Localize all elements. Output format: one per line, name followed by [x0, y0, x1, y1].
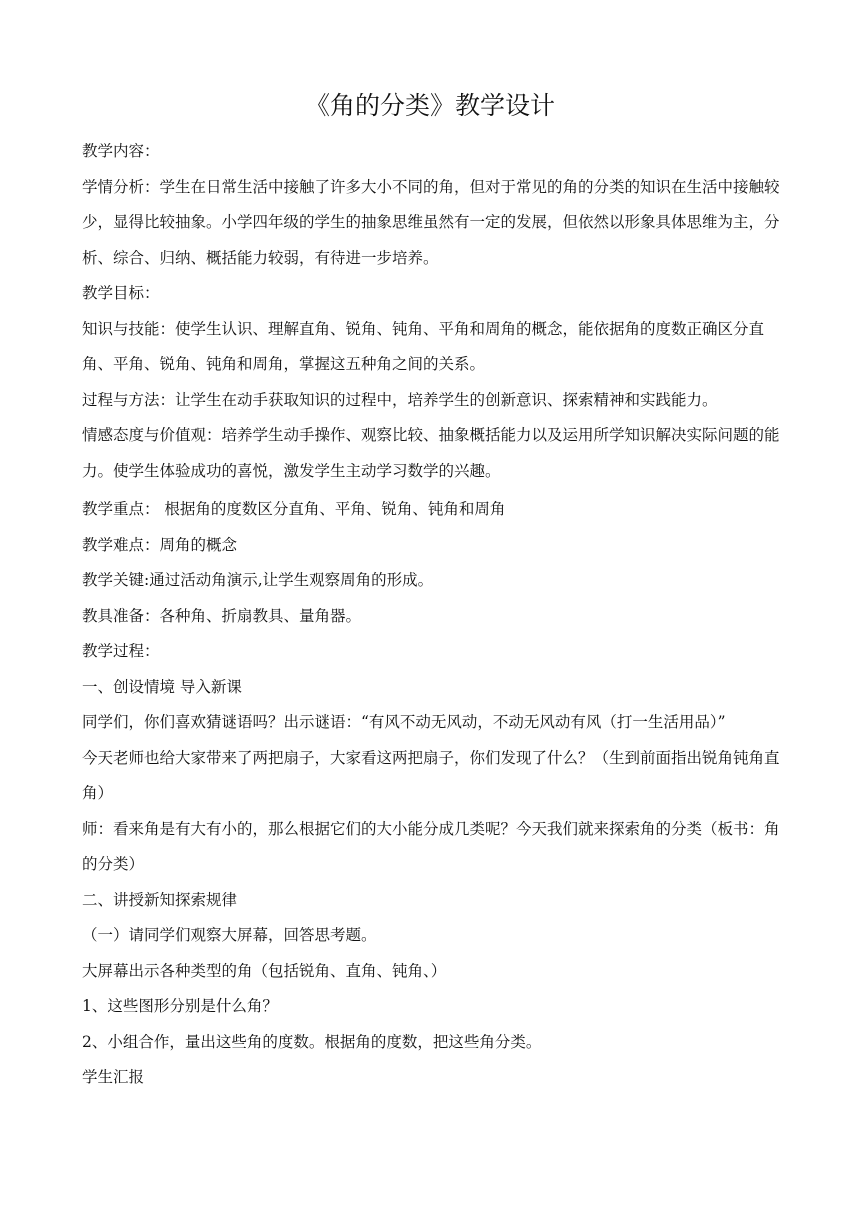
paragraph-attitude-values: 情感态度与价值观：培养学生动手操作、观察比较、抽象概括能力以及运用所学知识解决实际问题的能力。使学生体验成功的喜悦，激发学生主动学习数学的兴趣。 — [82, 426, 780, 480]
section-heading-2: 二、讲授新知探索规律 — [82, 890, 238, 909]
paragraph-student-analysis: 学情分析：学生在日常生活中接触了许多大小不同的角，但对于常见的角的分类的知识在生活中接触较少，显得比较抽象。小学四年级的学生的抽象思维虽然有一定的发展，但依然以形象具体思维为主，分析、综合、归纳、概括能力较弱，有待进一步培养。 — [82, 177, 780, 267]
paragraph-knowledge-skills: 知识与技能：使学生认识、理解直角、锐角、钝角、平角和周角的概念，能依据角的度数正确区分直角、平角、锐角、钝角和周角，掌握这五种角之间的关系。 — [82, 319, 765, 373]
document-body — [82, 134, 782, 1096]
list-item-2: 2、小组合作，量出这些角的度数。根据角的度数，把这些角分类。 — [82, 1032, 542, 1051]
list-item-1: 1、这些图形分别是什么角？ — [82, 997, 278, 1015]
paragraph-student-report: 学生汇报 — [82, 1068, 145, 1086]
paragraph-teaching-aids: 教具准备：各种角、折扇教具、量角器。 — [82, 606, 362, 625]
paragraph-process-methods: 过程与方法：让学生在动手获取知识的过程中，培养学生的创新意识、探索精神和实践能力。 — [82, 390, 718, 409]
paragraph-key-method: 教学关键:通过活动角演示,让学生观察周角的形成。 — [82, 571, 434, 589]
section-heading-1: 一、创设情境 导入新课 — [82, 677, 242, 696]
paragraph-screen: 大屏幕出示各种类型的角（包括锐角、直角、钝角、） — [82, 961, 447, 980]
paragraph-fans: 今天老师也给大家带来了两把扇子，大家看这两把扇子，你们发现了什么？（生到前面指出锐角钝角直角） — [82, 748, 780, 802]
paragraph-teaching-process: 教学过程： — [82, 642, 160, 660]
paragraph-riddle: 同学们，你们喜欢猜谜语吗？出示谜语：“有风不动无风动，不动无风动有风（打一生活用品）” — [82, 713, 726, 731]
subsection-heading-1: （一）请同学们观察大屏幕，回答思考题。 — [82, 926, 377, 944]
paragraph-key-points: 教学重点： 根据角的度数区分直角、平角、锐角、钝角和周角 — [82, 500, 506, 518]
paragraph-teaching-goals: 教学目标： — [82, 284, 160, 302]
paragraph-teacher: 师：看来角是有大有小的，那么根据它们的大小能分成几类呢？今天我们就来探索角的分类（板书：角的分类） — [82, 819, 780, 873]
paragraph-difficulties: 教学难点：周角的概念 — [82, 535, 238, 554]
document-title: 《角的分类》教学设计 — [304, 91, 555, 120]
paragraph-teaching-content: 教学内容： — [82, 142, 160, 160]
